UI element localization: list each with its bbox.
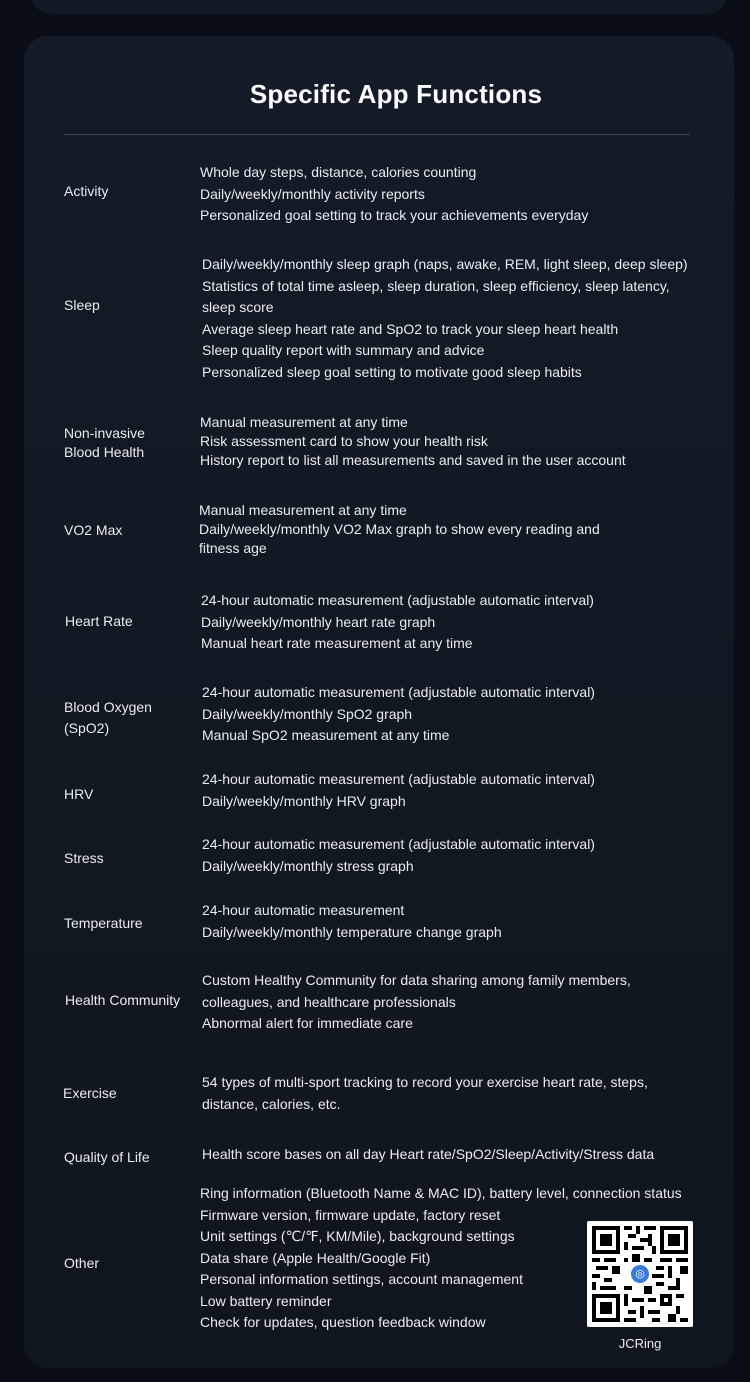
row-label-other: Other xyxy=(64,1255,100,1271)
feature-item: Firmware version, firmware update, factory reset xyxy=(200,1206,501,1223)
feature-item: 24-hour automatic measurement (adjustable automatic interval) xyxy=(201,592,594,608)
feature-item: sleep score xyxy=(202,299,274,315)
row-items-vo2-max xyxy=(199,501,709,558)
row-label-sleep: Sleep xyxy=(64,297,100,313)
feature-item: Abnormal alert for immediate care xyxy=(202,1015,413,1031)
row-label-line: (SpO2) xyxy=(64,720,110,736)
feature-item: 24-hour automatic measurement xyxy=(202,902,405,918)
row-label-health-community: Health Community xyxy=(65,992,181,1008)
feature-item: History report to list all measurements and saved in the user account xyxy=(200,452,626,468)
feature-item: Manual SpO2 measurement at any time xyxy=(202,727,450,743)
row-items-temperature xyxy=(202,900,712,943)
feature-item: Personal information settings, account management xyxy=(200,1271,523,1287)
row-items-activity xyxy=(200,162,710,227)
row-label-heart-rate: Heart Rate xyxy=(65,613,133,629)
app-logo-icon: ◎ xyxy=(629,1263,651,1285)
row-items-hrv xyxy=(202,769,712,812)
feature-item: Low battery reminder xyxy=(200,1292,332,1309)
row-label-temperature: Temperature xyxy=(64,915,143,931)
feature-item: Risk assessment card to show your health risk xyxy=(200,433,488,449)
row-label-activity: Activity xyxy=(64,183,109,199)
feature-item: 54 types of multi-sport tracking to record your exercise heart rate, steps, xyxy=(202,1074,648,1090)
row-items-exercise xyxy=(202,1072,712,1115)
feature-item: Average sleep heart rate and SpO2 to track your sleep heart health xyxy=(202,320,619,337)
feature-item: Daily/weekly/monthly stress graph xyxy=(202,857,414,874)
row-label-line: Blood Oxygen xyxy=(64,699,152,715)
qr-caption: JCRing xyxy=(618,1336,662,1351)
feature-item: 24-hour automatic measurement (adjustable automatic interval) xyxy=(202,836,595,852)
feature-item: Manual measurement at any time xyxy=(200,414,408,430)
row-items-quality-of-life xyxy=(202,1144,712,1166)
row-label-exercise: Exercise xyxy=(63,1085,117,1101)
feature-item: 24-hour automatic measurement (adjustable automatic interval) xyxy=(202,684,595,700)
qr-code-icon[interactable] xyxy=(587,1221,693,1327)
feature-item: Manual heart rate measurement at any time xyxy=(201,635,473,651)
feature-item: colleagues, and healthcare professionals xyxy=(202,993,456,1010)
row-label-hrv: HRV xyxy=(64,786,94,802)
row-label-line: Blood Health xyxy=(64,444,145,460)
feature-item: Daily/weekly/monthly heart rate graph xyxy=(201,613,436,630)
feature-item: Manual measurement at any time xyxy=(199,502,407,518)
row-label-quality-of-life: Quality of Life xyxy=(64,1149,150,1165)
feature-item: Daily/weekly/monthly sleep graph (naps, awake, REM, light sleep, deep sleep) xyxy=(202,256,688,272)
feature-item: Custom Healthy Community for data sharing among family members, xyxy=(202,972,631,988)
feature-item: Daily/weekly/monthly VO2 Max graph to show every reading and xyxy=(199,521,600,537)
title-divider xyxy=(64,134,690,135)
feature-item: Daily/weekly/monthly activity reports xyxy=(200,185,425,202)
feature-item: fitness age xyxy=(199,540,267,556)
feature-item: 24-hour automatic measurement (adjustable automatic interval) xyxy=(202,771,595,787)
row-items-sleep xyxy=(202,254,712,383)
feature-item: Ring information (Bluetooth Name & MAC ID), battery level, connection status xyxy=(200,1185,682,1201)
feature-item: Sleep quality report with summary and advice xyxy=(202,342,485,358)
row-items-heart-rate xyxy=(201,590,711,655)
row-items-health-community xyxy=(202,970,712,1035)
row-label-blood-health xyxy=(64,424,198,462)
row-items-blood-health xyxy=(200,413,710,470)
row-label-stress: Stress xyxy=(64,850,104,866)
feature-item: Daily/weekly/monthly SpO2 graph xyxy=(202,705,413,722)
row-label-blood-oxygen xyxy=(64,697,198,739)
feature-item: Personalized goal setting to track your achievements everyday xyxy=(200,207,589,223)
row-items-blood-oxygen xyxy=(202,682,712,747)
row-label-line: Non-invasive xyxy=(64,425,145,441)
feature-item: Whole day steps, distance, calories counting xyxy=(200,164,477,180)
feature-item: Daily/weekly/monthly temperature change graph xyxy=(202,923,502,940)
feature-item: Check for updates, question feedback window xyxy=(200,1314,486,1330)
feature-item: Unit settings (℃/℉, KM/Mile), background settings xyxy=(200,1228,515,1244)
row-label-vo2-max: VO2 Max xyxy=(64,522,123,538)
feature-item: Health score bases on all day Heart rate/SpO2/Sleep/Activity/Stress data xyxy=(202,1146,655,1162)
feature-item: Statistics of total time asleep, sleep duration, sleep efficiency, sleep latency, xyxy=(202,277,670,294)
feature-item: Personalized sleep goal setting to motivate good sleep habits xyxy=(202,363,582,380)
feature-item: distance, calories, etc. xyxy=(202,1095,341,1112)
row-items-stress xyxy=(202,834,712,877)
page-title: Specific App Functions xyxy=(249,79,543,109)
feature-item: Daily/weekly/monthly HRV graph xyxy=(202,792,406,809)
previous-section-card xyxy=(30,0,728,14)
feature-item: Data share (Apple Health/Google Fit) xyxy=(200,1249,431,1266)
